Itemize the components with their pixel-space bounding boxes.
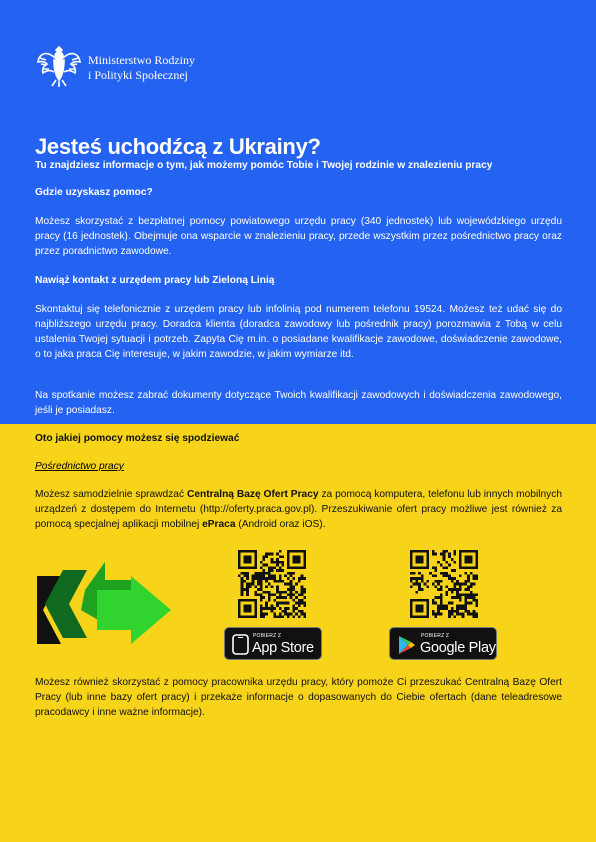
page-subtitle: Tu znajdziesz informacje o tym, jak możemy pomóc Tobie i Twojej rodzinie w znalezieniu pracy (35, 160, 493, 171)
qr-code-appstore-icon[interactable] (238, 550, 306, 618)
page-title: Jesteś uchodźcą z Ukrainy? (35, 134, 321, 159)
ministry-logo-text (88, 53, 195, 83)
appstore-big-label: App Store (252, 640, 314, 656)
cbop-bold-text: Centralną Bazę Ofert Pracy (186, 489, 319, 500)
help-heading: Oto jakiej pomocy możesz się spodziewać (35, 433, 240, 444)
epraca-bold-text: ePraca (202, 519, 236, 530)
smartphone-icon (232, 634, 249, 655)
googleplay-big-label: Google Play (420, 640, 496, 656)
cbop-paragraph (35, 487, 562, 532)
googleplay-small-label: POBIERZ Z (421, 633, 450, 639)
ministry-line-1: Ministerstwo Rodziny (88, 53, 195, 67)
googleplay-badge-button[interactable] (389, 627, 497, 660)
where-paragraph: Możesz skorzystać z bezpłatnej pomocy powiatowego urzędu pracy (340 jednostek) lub wojewódzkiego urzędu pracy (16 jednostek). Obejmuje ona wsparcie w znalezieniu pracy, przede wszystkim przez pośrednictwo pracy oraz przez poradnictwo zawodowe. (35, 216, 562, 257)
where-heading: Gdzie uzyskasz pomoc? (35, 187, 153, 198)
worker-paragraph: Możesz również skorzystać z pomocy pracownika urzędu pracy, który pomoże Ci przeszukać Centralną Bazę Ofert Pracy (lub inne bazy ofert pracy) i przekaże informacje o dopasowanych do Ciebie ofertach (dane teleadresowe pracodawcy i inne ważne informacje). (35, 677, 562, 718)
meeting-paragraph: Na spotkanie możesz zabrać dokumenty dotyczące Twoich kwalifikacji zawodowych i doświadczenia zawodowego, jeśli je posiadasz. (35, 390, 562, 416)
contact-heading: Nawiąż kontakt z urzędem pracy lub Zieloną Linią (35, 275, 275, 286)
cbop-text-1: Możesz samodzielnie sprawdzać (35, 489, 187, 500)
cbop-text-2: za pomocą komputera, telefonu lub innych mobilnych urządzeń z dostępem do Internetu (http://oferty.praca.gov.pl). Przeszukiwanie ofert pracy możliwe jest również za pomocą specjalnej aplikacji mobilnej (35, 489, 562, 530)
mediation-label: Pośrednictwo pracy (35, 461, 124, 472)
contact-paragraph: Skontaktuj się telefonicznie z urzędem pracy lub infolinią pod numerem telefonu 19524. Możesz też udać się do najbliższego urzędu pracy. Doradca klienta (doradca zawodowy lub pośrednik pracy) porozmawia z Tobą w celu ustalenia Twojej sytuacji i potrzeb. Zapyta Cię m.in. o posiadane kwalifikacje zawodowe, doświadczenie zawodowe, o to jaka praca Cię interesuje, w jakim zawodzie, w jakim wymiarze itd. (35, 304, 562, 360)
qr-code-googleplay-icon[interactable] (410, 550, 478, 618)
appstore-small-label: POBIERZ Z (253, 633, 282, 639)
google-play-icon (398, 635, 416, 655)
ministry-line-2: i Polityki Społecznej (88, 68, 188, 82)
green-arrows-graphic (35, 560, 175, 653)
cbop-text-3: (Android oraz iOS). (235, 519, 326, 530)
appstore-badge-button[interactable] (224, 627, 322, 660)
eagle-emblem-icon (36, 42, 82, 93)
